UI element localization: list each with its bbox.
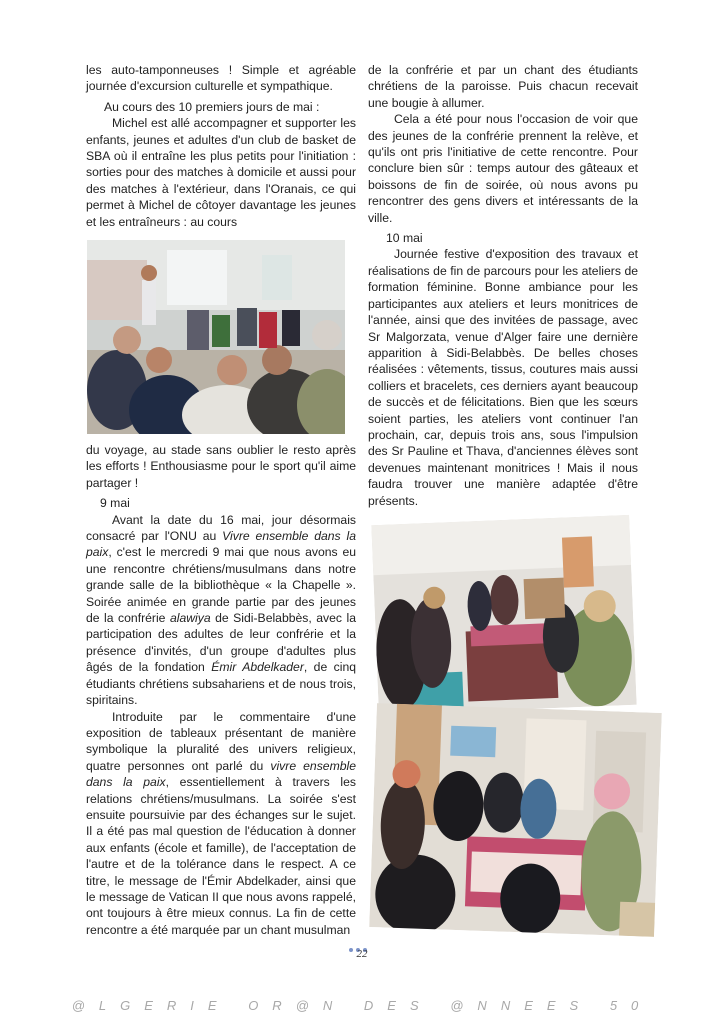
paragraph: les auto-tamponneuses ! Simple et agréable journée d'excursion culturelle et sympathique. [86, 63, 356, 94]
text: Avant la date du 16 mai, jour désormais consacré par l'ONU au [86, 512, 356, 544]
text: Émir Abdelkader [211, 660, 304, 675]
paragraph: du voyage, au stade sans oublier le resto après les efforts ! Enthousiasme pour le sport qu'il aime partager ! [86, 443, 356, 490]
paragraph: Michel est allé accompagner et supporter les enfants, jeunes et adultes d'un club de basket de SBA où il entraîne les plus petits pour l'initiation : sorties pour des matches à domicile et aussi pour des matches à l'extérieur, dans l'Oranais, ce qui permet à Michel de côtoyer davantage les jeunes et les entraîneurs : au cours [86, 116, 356, 229]
photo-image [371, 515, 636, 715]
paragraph-exposition [86, 709, 356, 939]
section-heading [86, 99, 356, 115]
left-column-lower [86, 442, 356, 938]
paragraph: Cela a été pour nous l'occasion de voir que des jeunes de la confrérie prennent la relève, et qu'ils ont pris l'initiative de cette rencontre. Pour conclure bien sûr : temps autour des gâteaux et boissons de fin de soirée, où nous avons pu rencontrer des gens divers et intéressants de la ville. [368, 112, 638, 225]
text: de Sidi-Belabbès, avec la participation des adultes de leur confrérie et la présence d'invités, d'un groupe d'adultes plus âgés de la fondation [86, 611, 356, 675]
workshop-exhibition-photo-1 [371, 515, 636, 715]
text: alawiya [169, 611, 211, 626]
page-number: 22 [356, 948, 368, 960]
paragraph: Journée festive d'exposition des travaux et réalisations de fin de parcours pour les ateliers de formation féminine. Bonne ambiance pour les participantes aux ateliers et leurs monitrices de l'année, ainsi que des invitées de passage, avec Sr Malgorzata, venue d'Alger faire une dernière apparition à Sidi-Belabbès. De belles choses réalisées : vêtements, tissus, coutures mais aussi colliers et bracelets, ces derniers ayant beaucoup de succès et de félicitations. Bien que les sœurs soient parties, les ateliers vont continuer l'an prochain, car, depuis trois ans, sous l'impulsion des Sr Pauline et Thava, d'anciennes élèves sont devenues maintenant monitrices ! Mais il nous faudra trouver une manière adaptée d'être présents. [368, 247, 638, 508]
text: Vivre ensemble dans la paix [86, 529, 356, 560]
section-heading [86, 495, 356, 511]
footer-banner: @LGERIE OR@N DES @NNEES 50 [71, 998, 653, 1013]
heading-text: Au cours des 10 premiers jours de mai : [104, 99, 320, 114]
photo-image [369, 703, 662, 937]
page-ornament [349, 939, 375, 944]
photo-image [87, 240, 345, 434]
paragraph: de la confrérie et par un chant des étudiants chrétiens de la paroisse. Puis chacun recevait une bougie à allumer. [368, 63, 638, 110]
right-column [368, 62, 638, 509]
workshop-exhibition-photo-2 [369, 703, 662, 937]
heading-text: 10 mai [386, 231, 423, 246]
heading-text: 9 mai [100, 496, 130, 511]
text: , de cinq étudiants chrétiens subsahariens et de nous trois, spiritains. [86, 660, 356, 708]
text: , essentiellement à travers les relations chrétiens/musulmans. La soirée s'est ensuite poursuivie par des échanges sur le sujet. Il a été pas mal question de l'éducation à donner aux enfants (école et famille), de l'acceptation de l'autre et de la tolérance dans le respect. A ce titre, le message de l'Émir Abdelkader, ainsi que le message de Vatican II que nous avons rappelé, ont toujours à être mieux connus. La fin de cette rencontre a été marquée par un chant musulman [86, 775, 356, 937]
text: , c'est le mercredi 9 mai que nous avons eu une rencontre chrétiens/musulmans dans notre grande salle de la bibliothèque « la Chapelle ». Soirée animée en grande partie par des jeunes de la confrérie [86, 545, 356, 626]
section-heading [368, 230, 638, 246]
basketball-meeting-photo [87, 240, 345, 434]
left-column [86, 62, 356, 230]
text: vivre ensemble dans la paix [86, 758, 356, 790]
paragraph-9mai [86, 512, 356, 709]
text: Introduite par le commentaire d'une exposition de tableaux présentant de manière symbolique la pluralité des univers religieux, quatre personnes ont parlé du [86, 709, 356, 773]
